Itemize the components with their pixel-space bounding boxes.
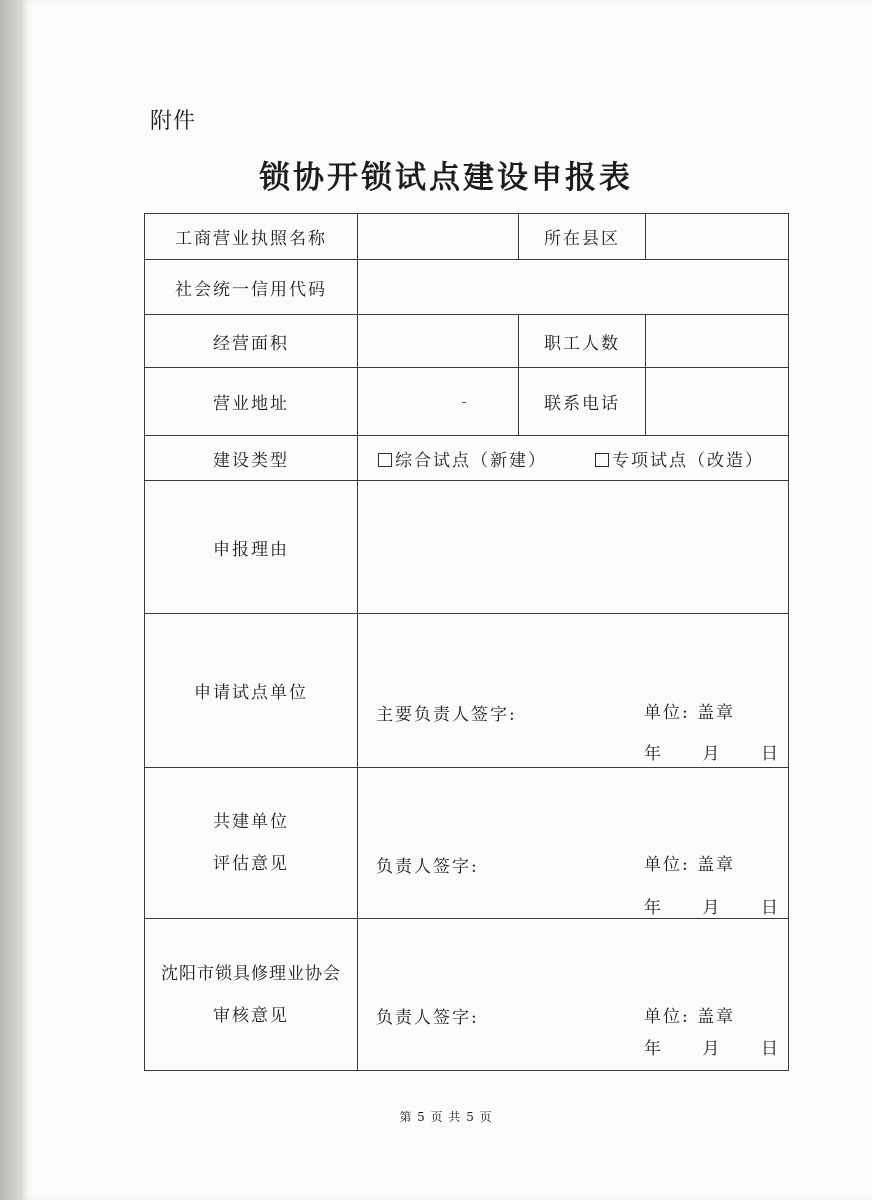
credit-code-label: 社会统一信用代码 bbox=[145, 260, 358, 315]
co-builder-opinion-label bbox=[145, 768, 358, 919]
co-builder-date bbox=[644, 893, 780, 918]
date-day: 日 bbox=[761, 898, 780, 918]
construction-type-options bbox=[358, 436, 789, 481]
page-number: 第 5 页 共 5 页 bbox=[399, 1110, 493, 1124]
date-month: 月 bbox=[702, 898, 722, 918]
application-form-table bbox=[144, 213, 789, 1071]
address-value: - bbox=[461, 394, 468, 409]
date-month: 月 bbox=[702, 744, 722, 764]
association-date bbox=[644, 1034, 780, 1059]
form-row-license-name bbox=[145, 214, 789, 260]
applicant-date bbox=[644, 739, 780, 764]
business-address-label: 营业地址 bbox=[145, 368, 358, 436]
form-row-association bbox=[145, 919, 789, 1071]
option-comprehensive[interactable] bbox=[378, 446, 547, 471]
co-builder-label-line1: 共建单位 bbox=[213, 812, 289, 832]
application-reason-field[interactable] bbox=[358, 481, 789, 614]
employee-count-label: 职工人数 bbox=[519, 315, 646, 368]
applicant-signature-area[interactable] bbox=[358, 614, 789, 768]
date-year: 年 bbox=[644, 898, 663, 918]
co-builder-label-line2: 评估意见 bbox=[213, 854, 289, 874]
form-row-reason bbox=[145, 481, 789, 614]
date-month: 月 bbox=[702, 1039, 722, 1059]
attachment-label: 附件 bbox=[150, 109, 197, 134]
date-year: 年 bbox=[644, 744, 663, 764]
co-builder-signature-area[interactable] bbox=[358, 768, 789, 919]
county-district-label: 所在县区 bbox=[519, 214, 646, 260]
date-day: 日 bbox=[761, 744, 780, 764]
association-signature-label: 负责人签字: bbox=[376, 1008, 479, 1028]
option-comprehensive-label: 综合试点（新建） bbox=[395, 450, 547, 471]
form-row-co-builder bbox=[145, 768, 789, 919]
applicant-signature-label: 主要负责人签字: bbox=[376, 705, 517, 725]
application-reason-label: 申报理由 bbox=[145, 481, 358, 614]
business-area-label: 经营面积 bbox=[145, 315, 358, 368]
construction-type-label: 建设类型 bbox=[145, 436, 358, 481]
date-day: 日 bbox=[761, 1039, 780, 1059]
county-district-field[interactable] bbox=[646, 214, 789, 260]
credit-code-field[interactable] bbox=[358, 260, 789, 315]
association-signature-area[interactable] bbox=[358, 919, 789, 1071]
business-address-field[interactable] bbox=[358, 368, 519, 436]
form-row-address-phone bbox=[145, 368, 789, 436]
form-row-area-employees bbox=[145, 315, 789, 368]
form-row-applicant bbox=[145, 614, 789, 768]
business-license-name-label: 工商营业执照名称 bbox=[145, 214, 358, 260]
form-row-construction-type bbox=[145, 436, 789, 481]
association-label-line2: 审核意见 bbox=[213, 1005, 289, 1026]
business-area-field[interactable] bbox=[358, 315, 519, 368]
option-special-label: 专项试点（改造） bbox=[612, 450, 764, 471]
checkbox-icon[interactable] bbox=[595, 453, 609, 467]
date-year: 年 bbox=[644, 1039, 663, 1059]
phone-field[interactable] bbox=[646, 368, 789, 436]
page-title: 锁协开锁试点建设申报表 bbox=[259, 160, 633, 196]
checkbox-icon[interactable] bbox=[378, 453, 392, 467]
association-opinion-label bbox=[145, 919, 358, 1071]
co-builder-unit-seal-label: 单位: 盖章 bbox=[644, 855, 736, 875]
association-label-line1: 沈阳市锁具修理业协会 bbox=[161, 963, 341, 984]
applicant-unit-seal-label: 单位: 盖章 bbox=[644, 703, 736, 723]
form-row-credit-code bbox=[145, 260, 789, 315]
applicant-unit-label: 申请试点单位 bbox=[145, 614, 358, 768]
option-special[interactable] bbox=[595, 446, 764, 471]
phone-label: 联系电话 bbox=[519, 368, 646, 436]
association-unit-seal-label: 单位: 盖章 bbox=[644, 1007, 736, 1027]
co-builder-signature-label: 负责人签字: bbox=[376, 857, 479, 877]
business-license-name-field[interactable] bbox=[358, 214, 519, 260]
employee-count-field[interactable] bbox=[646, 315, 789, 368]
